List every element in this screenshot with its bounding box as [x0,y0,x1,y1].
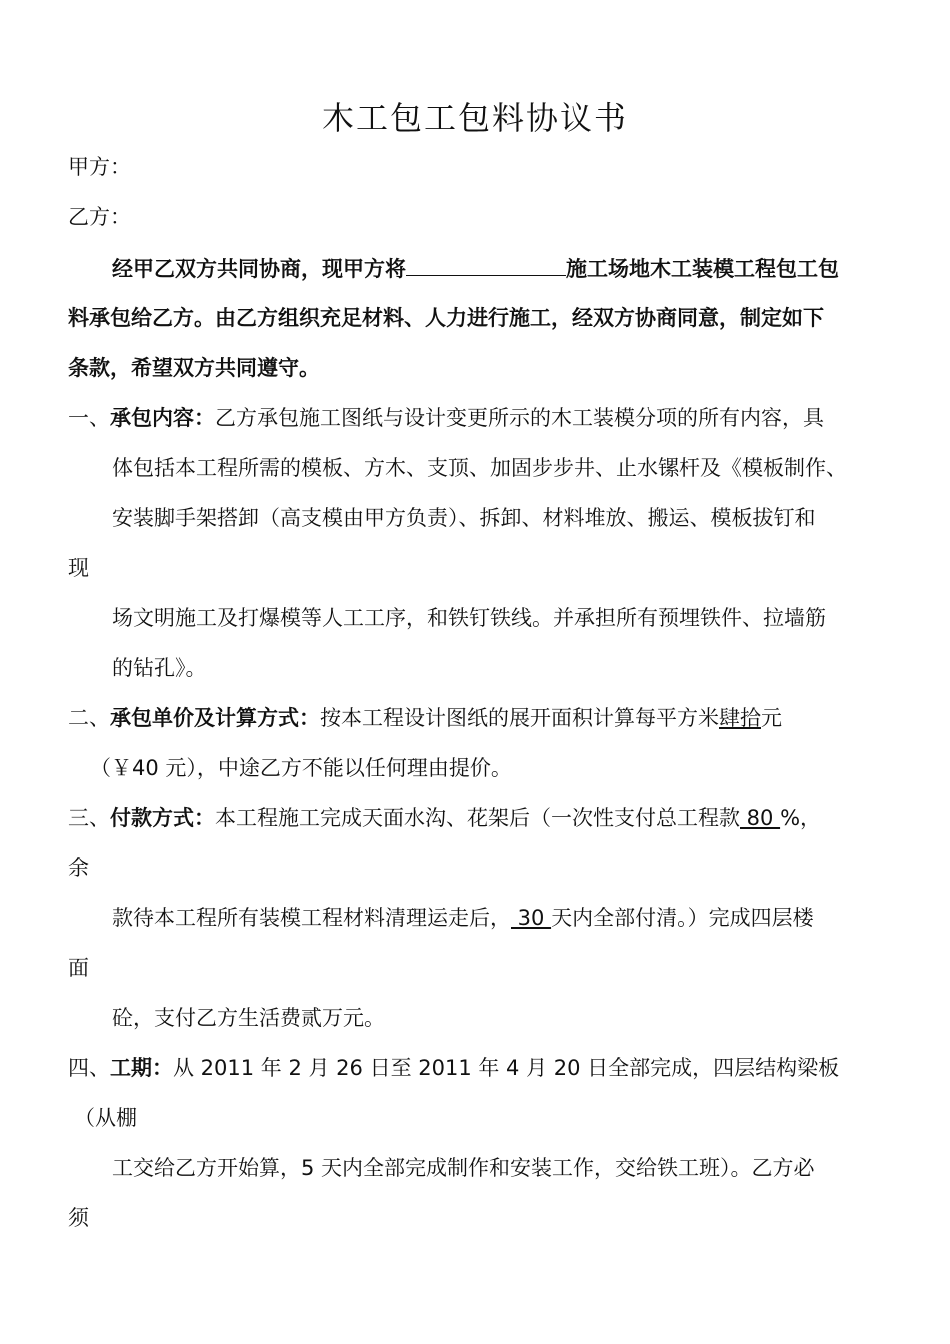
section-2-text-1a: 按本工程设计图纸的展开面积计算每平方米 [320,706,719,730]
intro-text-1a: 经甲乙双方共同协商，现甲方将 [112,257,406,281]
section-2-text-1b: 元 [761,706,782,730]
intro-line-3: 条款，希望双方共同遵守。 [68,356,320,380]
unit-price-words: 肆拾 [719,706,761,730]
section-2-line-2: （￥40 元），中途乙方不能以任何理由提价。 [90,756,512,780]
section-1-number: 一、 [68,406,110,430]
page-title: 木工包工包料协议书 [321,99,628,137]
payment-percent: 80 [740,806,781,830]
section-3-text-1a: 本工程施工完成天面水沟、花架后（一次性支付总工程款 [215,806,740,830]
section-1-text-1: 乙方承包施工图纸与设计变更所示的木工装模分项的所有内容，具 [215,406,824,430]
section-2-line-1 [68,703,782,733]
section-1-line-6: 的钻孔》。 [112,656,207,680]
intro-line-2: 料承包给乙方。由乙方组织充足材料、人力进行施工，经双方协商同意，制定如下 [68,306,824,330]
section-4-line-1 [68,1053,839,1083]
section-3-text-3b: 天内全部付清。）完成四层楼 [551,906,814,930]
section-4-number: 四、 [68,1056,110,1080]
section-4-text-1: 从 2011 年 2 月 26 日至 2011 年 4 月 20 日全部完成，四层结构梁板 [173,1056,840,1080]
section-4-line-3: 工交给乙方开始算，5 天内全部完成制作和安装工作，交给铁工班）。乙方必 [112,1156,815,1180]
section-3-text-3a: 款待本工程所有装模工程材料清理运走后， [112,906,511,930]
section-1-line-1 [68,403,824,433]
section-3-line-2: 余 [68,856,89,880]
section-4-line-4: 须 [68,1206,89,1230]
party-a-label: 甲方： [68,155,131,179]
section-3-heading: 付款方式： [110,806,215,830]
section-3-line-4: 面 [68,956,89,980]
section-1-line-2: 体包括本工程所需的模板、方木、支顶、加固步步井、止水镙杆及《模板制作、 [112,456,847,480]
section-1-line-5: 场文明施工及打爆模等人工工序，和铁钉铁线。并承担所有预埋铁件、拉墙筋 [112,606,826,630]
section-1-line-4: 现 [68,556,89,580]
section-2-number: 二、 [68,706,110,730]
party-b-label: 乙方： [68,205,131,229]
intro-text-1b: 施工场地木工装模工程包工包 [566,257,839,281]
section-3-line-3 [112,903,814,933]
section-1-line-3: 安装脚手架搭卸（高支模由甲方负责）、拆卸、材料堆放、搬运、模板拔钉和 [112,506,816,530]
section-4-heading: 工期： [110,1056,173,1080]
payment-days: 30 [511,906,552,930]
section-1-heading: 承包内容： [110,406,215,430]
section-3-text-1b: %， [780,806,822,830]
section-2-heading: 承包单价及计算方式： [110,706,320,730]
section-3-line-5: 砼，支付乙方生活费贰万元。 [112,1006,385,1030]
section-4-line-2: （从棚 [74,1106,137,1130]
project-name-blank [406,253,566,276]
intro-line-1 [112,253,839,284]
section-3-number: 三、 [68,806,110,830]
section-3-line-1 [68,803,821,833]
